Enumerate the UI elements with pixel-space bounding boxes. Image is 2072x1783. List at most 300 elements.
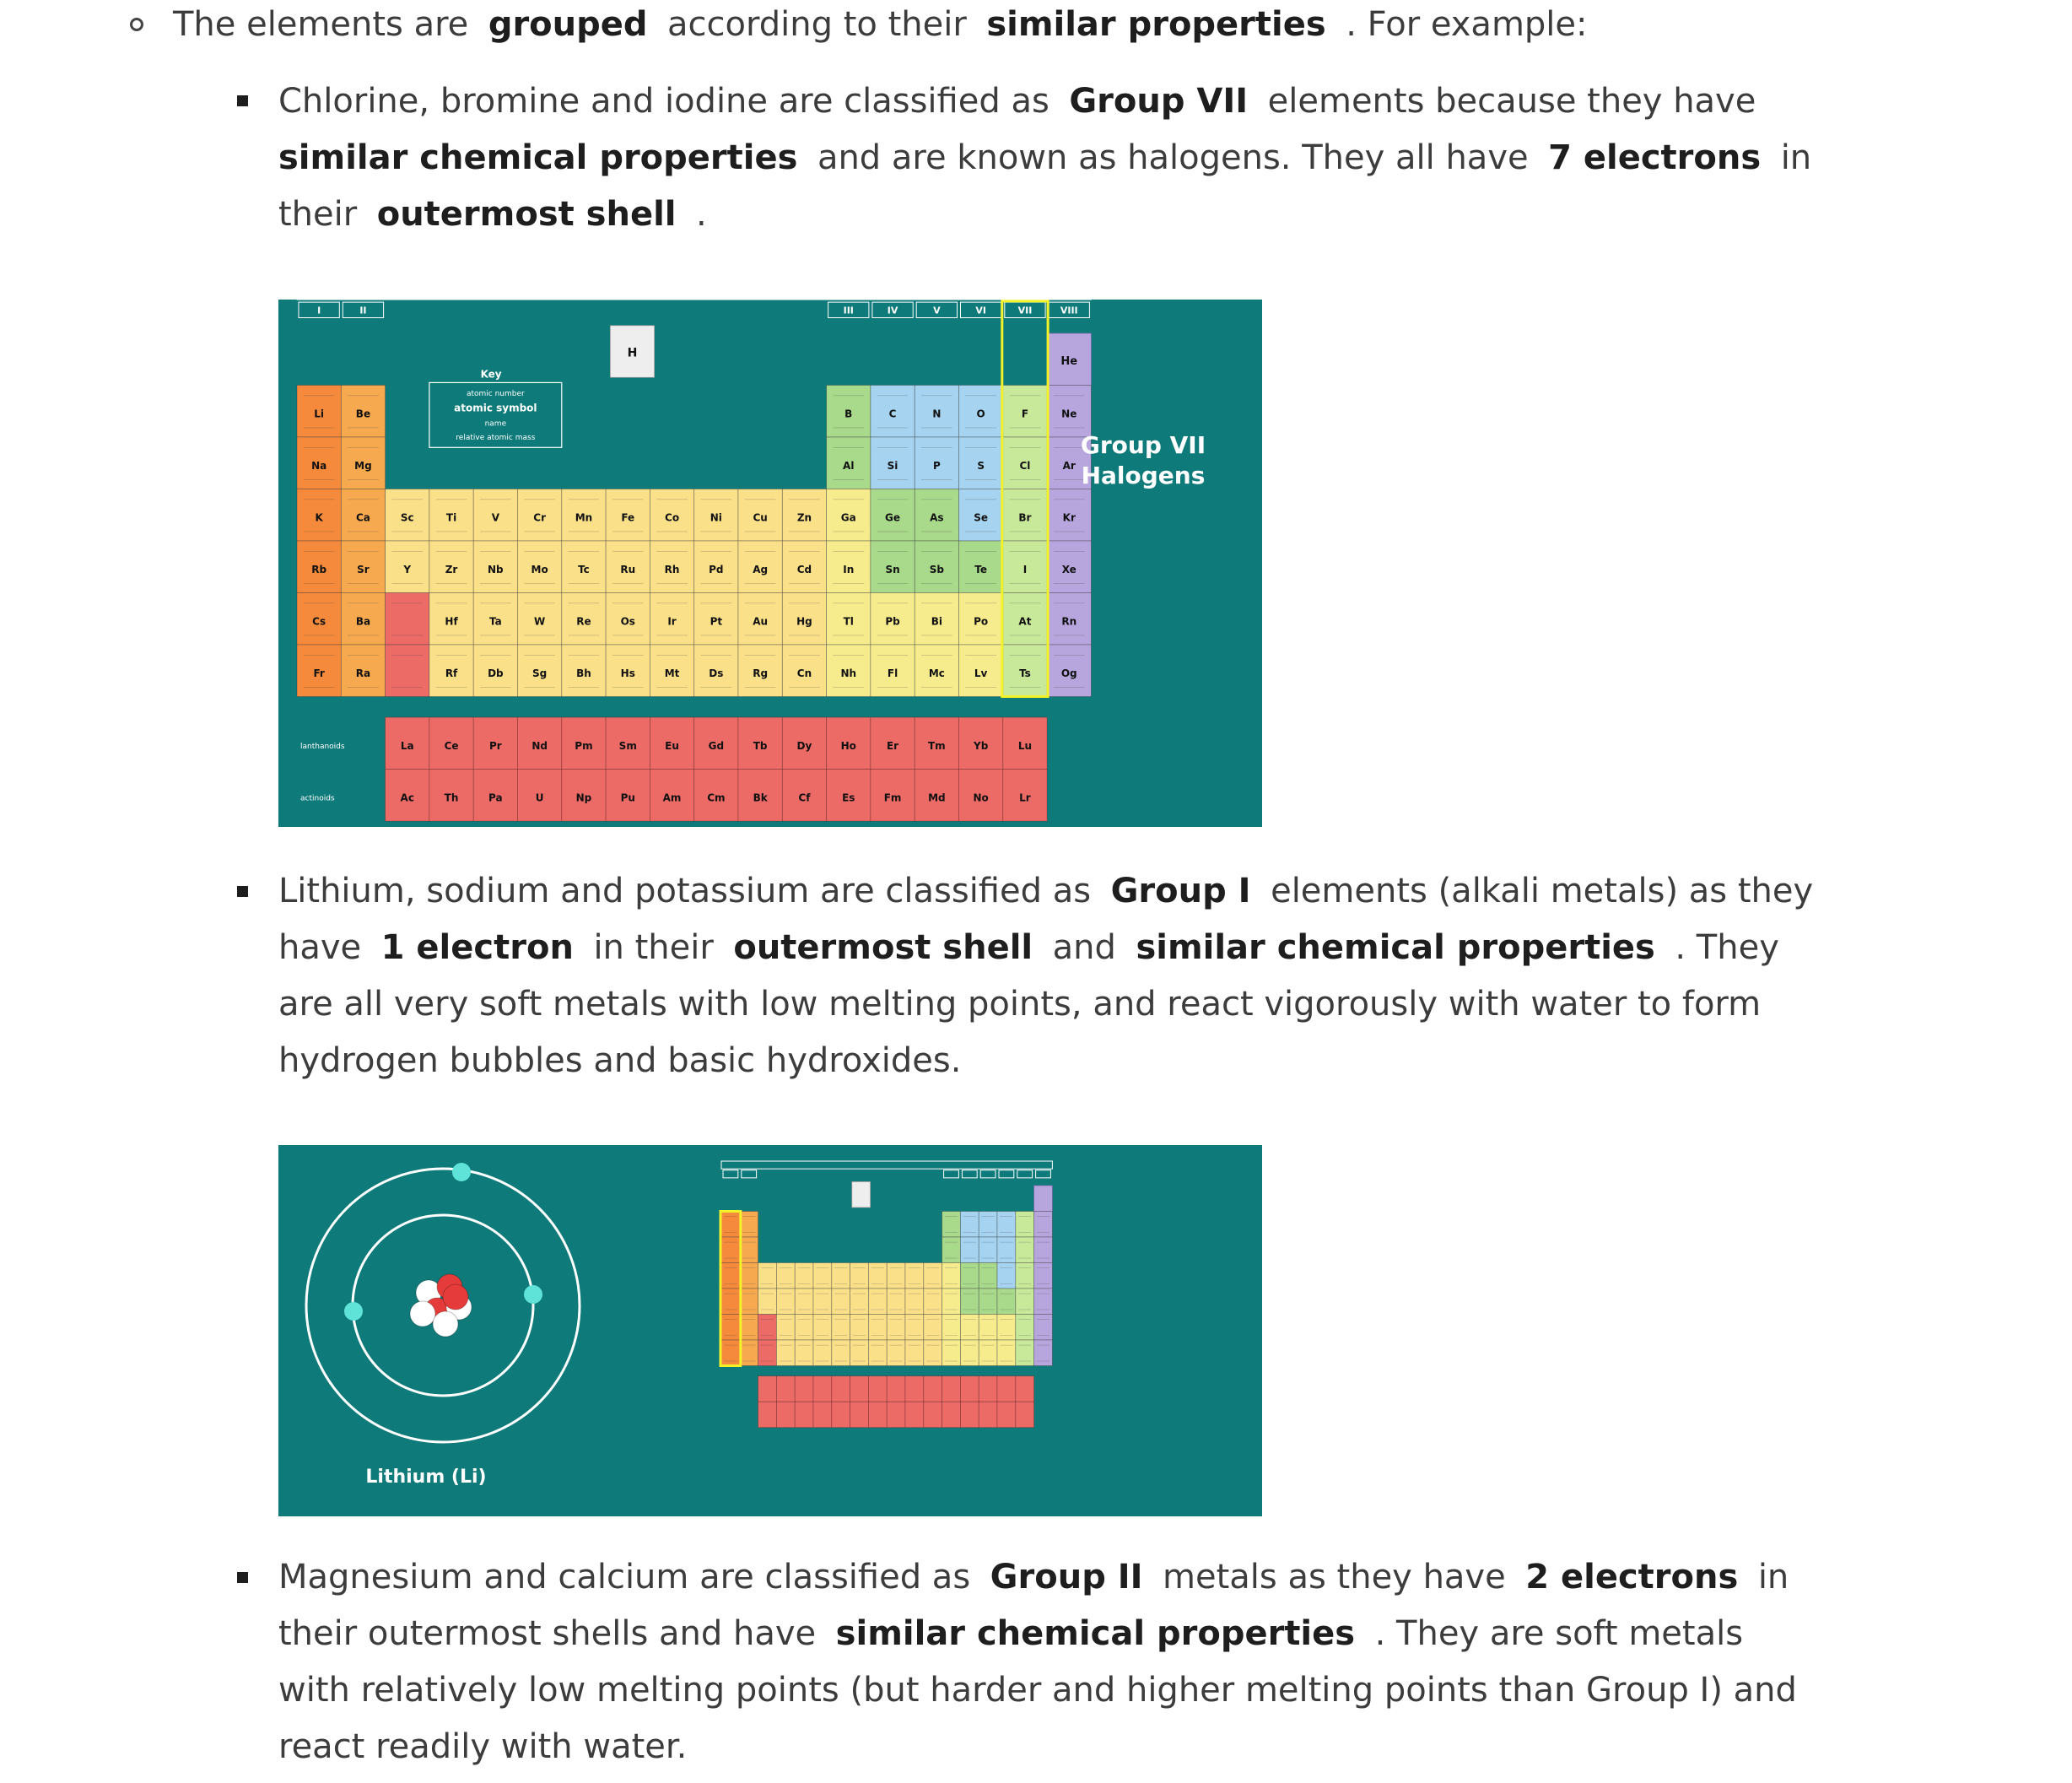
element-symbol: Fr [313, 667, 325, 680]
element-symbol: Ge [885, 511, 901, 524]
element-symbol: W [534, 615, 546, 628]
element-cell [905, 1315, 924, 1341]
element-symbol: S [977, 460, 985, 473]
f-block-cell [887, 1402, 905, 1428]
element-cell [1016, 1212, 1034, 1238]
element-symbol: I [1023, 564, 1028, 576]
element-cell [1034, 1340, 1053, 1366]
element-cell [887, 1315, 905, 1341]
bold-term: 2 electrons [1525, 1558, 1739, 1597]
element-symbol: O [976, 408, 985, 420]
f-block-cell [979, 1402, 997, 1428]
element-cell [1034, 1315, 1053, 1341]
element-symbol: Ga [840, 511, 856, 524]
element-symbol: Co [665, 511, 680, 524]
element-cell [960, 1212, 979, 1238]
text-run: and [1052, 928, 1116, 967]
element-symbol: Bi [931, 615, 942, 628]
element-symbol: At [1018, 615, 1032, 628]
element-symbol: Pr [488, 740, 502, 753]
f-block-cell [868, 1376, 887, 1402]
element-symbol: Md [928, 792, 946, 804]
lithium-atom-figure [278, 1145, 1262, 1516]
element-cell [740, 1340, 758, 1366]
element-cell [924, 1340, 942, 1366]
outer-electron [452, 1163, 471, 1181]
f-block-cell [1016, 1376, 1034, 1402]
element-cell [960, 1263, 979, 1289]
element-cell-helium [1034, 1186, 1053, 1212]
element-symbol: Hg [796, 615, 812, 628]
element-cell [979, 1263, 997, 1289]
element-cell [850, 1289, 869, 1315]
element-symbol: Dy [796, 740, 812, 753]
element-symbol: Ag [753, 564, 769, 576]
element-symbol: Db [488, 667, 504, 680]
f-block-cell [795, 1402, 813, 1428]
element-cell [868, 1289, 887, 1315]
element-symbol: Nd [531, 740, 548, 753]
element-symbol: Bk [753, 792, 768, 804]
bold-term: similar chemical properties [278, 138, 798, 177]
f-block-cell [832, 1376, 850, 1402]
group-number-label: IV [887, 305, 898, 316]
list-bullet-square [237, 1572, 248, 1583]
element-cell [979, 1315, 997, 1341]
element-cell [905, 1263, 924, 1289]
element-cell [721, 1340, 740, 1366]
element-cell [776, 1340, 795, 1366]
element-symbol: Mn [575, 511, 593, 524]
element-cell [960, 1289, 979, 1315]
element-symbol: Al [843, 460, 855, 473]
element-symbol: Ra [355, 667, 371, 680]
element-cell [795, 1340, 813, 1366]
lithium-figure-svg [278, 1145, 1262, 1516]
element-symbol: Cr [533, 511, 547, 524]
element-symbol: Am [662, 792, 682, 804]
element-symbol: Sg [532, 667, 548, 680]
text-run: and are known as halogens. They all have [817, 138, 1529, 177]
element-symbol: Po [974, 615, 989, 628]
bold-term: Group VII [1069, 82, 1249, 121]
element-symbol: Kr [1062, 511, 1076, 524]
element-cell [758, 1315, 777, 1341]
element-symbol: Rb [311, 564, 327, 576]
element-symbol: Ti [445, 511, 457, 524]
element-cell [758, 1289, 777, 1315]
element-cell [1016, 1237, 1034, 1263]
element-symbol: Cs [312, 615, 326, 628]
element-cell [942, 1212, 961, 1238]
list-bullet-square [237, 886, 248, 897]
element-cell-hydrogen [852, 1181, 871, 1208]
text-run: . [696, 195, 707, 234]
element-symbol: Ca [355, 511, 370, 524]
element-cell [997, 1212, 1016, 1238]
element-symbol: Lu [1017, 740, 1033, 753]
element-symbol: Sm [618, 740, 637, 753]
text-run: Lithium, sodium and potassium are classified as [278, 872, 1092, 910]
nucleus-particle [410, 1301, 435, 1326]
element-cell [721, 1237, 740, 1263]
element-cell [924, 1263, 942, 1289]
element-symbol: P [932, 460, 941, 473]
text-run: elements because they have [1267, 82, 1756, 121]
group-number-box [944, 1170, 959, 1178]
element-cell [942, 1237, 961, 1263]
element-cell [740, 1237, 758, 1263]
element-symbol: Cn [796, 667, 812, 680]
element-cell [795, 1315, 813, 1341]
element-cell [740, 1212, 758, 1238]
element-cell [997, 1263, 1016, 1289]
element-symbol: Mg [354, 460, 372, 473]
element-symbol: Zr [445, 564, 458, 576]
figure-caption-group-vii: Group VII [1080, 431, 1206, 459]
element-cell [942, 1315, 961, 1341]
element-symbol: F [1021, 408, 1029, 420]
element-symbol: Re [576, 615, 591, 628]
element-symbol: Th [444, 792, 459, 804]
lithium-atom [306, 1163, 580, 1442]
periodic-table-halogens-figure [278, 289, 1262, 827]
element-symbol: Ni [710, 511, 722, 524]
f-block-cell [942, 1402, 961, 1428]
element-symbol: Rh [664, 564, 680, 576]
group-header-bar [721, 1161, 1052, 1169]
group-number-box [999, 1170, 1014, 1178]
group-number-box [1017, 1170, 1033, 1178]
element-cell [1034, 1289, 1053, 1315]
list-bullet-square [237, 95, 248, 106]
element-symbol: Sn [885, 564, 900, 576]
bold-term: Group I [1110, 872, 1251, 910]
element-symbol: Fl [887, 667, 898, 680]
element-symbol: Sc [400, 511, 414, 524]
element-cell [1034, 1212, 1053, 1238]
intro-paragraph [173, 0, 1776, 53]
f-block-cell [776, 1376, 795, 1402]
element-symbol: Cu [753, 511, 768, 524]
nucleus-particle [443, 1284, 468, 1310]
bold-term: 1 electron [380, 928, 574, 967]
element-symbol: Si [887, 460, 898, 473]
element-symbol: U [535, 792, 544, 804]
f-block-cell [813, 1402, 832, 1428]
element-symbol: Tl [843, 615, 854, 628]
element-symbol: Te [974, 564, 988, 576]
element-symbol: Gd [708, 740, 725, 753]
element-symbol: Au [753, 615, 769, 628]
bullet-paragraph-halogens [278, 73, 1822, 243]
element-cell [740, 1315, 758, 1341]
bold-term: grouped [488, 5, 648, 44]
element-cell [1016, 1340, 1034, 1366]
element-symbol: Hs [620, 667, 635, 680]
text-run: according to their [667, 5, 967, 44]
element-symbol: Se [974, 511, 989, 524]
group-number-label: VIII [1060, 305, 1078, 316]
element-symbol: Mt [664, 667, 680, 680]
text-run: Chlorine, bromine and iodine are classified as [278, 82, 1049, 121]
element-cell [905, 1340, 924, 1366]
element-symbol: Pd [709, 564, 724, 576]
element-symbol: Os [620, 615, 635, 628]
element-cell [868, 1315, 887, 1341]
element-cell [979, 1237, 997, 1263]
lanthanoids-label: lanthanoids [300, 743, 345, 751]
f-block-cell [979, 1376, 997, 1402]
element-symbol: Cl [1019, 460, 1031, 473]
element-symbol: Pu [620, 792, 635, 804]
element-cell [776, 1315, 795, 1341]
element-cell [795, 1263, 813, 1289]
element-symbol: Ds [709, 667, 724, 680]
f-block-cell [997, 1376, 1016, 1402]
bullet-paragraph-group-two [278, 1549, 1822, 1775]
element-symbol: Cf [798, 792, 811, 804]
element-cell [1016, 1289, 1034, 1315]
element-cell [386, 645, 429, 697]
group-number-label: II [359, 305, 367, 316]
element-symbol: Lv [974, 667, 988, 680]
element-symbol: Ac [400, 792, 414, 804]
figure-caption-halogens: Halogens [1081, 462, 1206, 489]
element-cell [386, 593, 429, 646]
element-cell [942, 1340, 961, 1366]
bold-term: outermost shell [376, 195, 677, 234]
text-run: in their [278, 138, 1812, 234]
element-symbol: Na [311, 460, 327, 473]
bold-term: similar properties [986, 5, 1326, 44]
element-cell [979, 1340, 997, 1366]
text-run: . They are all very soft metals with low melting points, and react vigorously with water to form hydrogen bubbles and basic hydroxides. [278, 928, 1779, 1080]
element-symbol: Lr [1019, 792, 1031, 804]
group-number-label: V [933, 305, 941, 316]
element-symbol: Mo [531, 564, 548, 576]
text-run: Magnesium and calcium are classified as [278, 1558, 971, 1597]
element-cell [924, 1315, 942, 1341]
element-cell [740, 1289, 758, 1315]
element-symbol: Nh [840, 667, 857, 680]
element-cell [813, 1263, 832, 1289]
element-symbol: Ar [1062, 460, 1076, 473]
element-symbol: Ta [488, 615, 502, 628]
element-cell [887, 1340, 905, 1366]
element-cell [776, 1289, 795, 1315]
element-symbol: Pa [488, 792, 503, 804]
element-symbol: Fe [621, 511, 635, 524]
actinoids-label: actinoids [300, 794, 335, 803]
element-cell [1034, 1237, 1053, 1263]
element-symbol: Tb [753, 740, 768, 753]
text-run: . For example: [1346, 5, 1588, 44]
element-cell [795, 1289, 813, 1315]
f-block-cell [887, 1376, 905, 1402]
group-number-box [723, 1170, 738, 1178]
element-symbol: K [315, 511, 323, 524]
element-symbol: Br [1018, 511, 1032, 524]
element-symbol: C [888, 408, 897, 420]
element-cell [813, 1289, 832, 1315]
bold-term: similar chemical properties [1136, 928, 1655, 967]
group-number-label: VI [975, 305, 986, 316]
element-symbol: Ho [840, 740, 856, 753]
element-cell [740, 1263, 758, 1289]
inner-electron [524, 1285, 542, 1304]
f-block-cell [942, 1376, 961, 1402]
key-line: name [484, 419, 507, 429]
element-symbol: Nb [488, 564, 504, 576]
element-symbol: Cm [707, 792, 726, 804]
f-block-cell [776, 1402, 795, 1428]
element-symbol: No [973, 792, 989, 804]
element-cell [832, 1340, 850, 1366]
group-number-label: VII [1017, 305, 1033, 316]
element-symbol: Eu [665, 740, 679, 753]
group-number-box [980, 1170, 996, 1178]
element-symbol: Rf [445, 667, 458, 680]
element-cell [832, 1315, 850, 1341]
element-symbol: B [844, 408, 853, 420]
f-block-cell [850, 1402, 869, 1428]
key-line: relative atomic mass [456, 434, 536, 443]
element-cell [868, 1263, 887, 1289]
element-symbol: Pt [710, 615, 723, 628]
f-block-cell [924, 1376, 942, 1402]
f-block-cell [905, 1376, 924, 1402]
element-symbol: He [1060, 354, 1078, 368]
element-symbol: Bh [576, 667, 591, 680]
text-run: The elements are [173, 5, 469, 44]
text-run: metals as they have [1163, 1558, 1506, 1597]
bold-term: 7 electrons [1548, 138, 1762, 177]
element-symbol: V [491, 511, 499, 524]
list-bullet-circle [130, 18, 143, 31]
element-symbol: Ts [1019, 667, 1031, 680]
element-cell [721, 1212, 740, 1238]
element-symbol: Mc [928, 667, 945, 680]
element-cell [997, 1237, 1016, 1263]
element-symbol: Pm [575, 740, 593, 753]
element-symbol: Cd [796, 564, 812, 576]
group-number-box [962, 1170, 977, 1178]
group-number-box [742, 1170, 757, 1178]
element-symbol: La [400, 740, 414, 753]
element-cell [997, 1340, 1016, 1366]
inner-electron [344, 1302, 363, 1321]
f-block-cell [905, 1402, 924, 1428]
bullet-paragraph-alkali-metals [278, 863, 1822, 1089]
bold-term: outermost shell [733, 928, 1033, 967]
element-cell [960, 1340, 979, 1366]
element-cell [721, 1263, 740, 1289]
element-cell [832, 1289, 850, 1315]
nucleus-particle [433, 1311, 458, 1337]
element-cell [942, 1263, 961, 1289]
periodic-table-svg [278, 289, 1262, 827]
element-cell [832, 1263, 850, 1289]
element-symbol: Tc [578, 564, 590, 576]
element-symbol: Tm [927, 740, 946, 753]
element-symbol: Ir [667, 615, 677, 628]
element-cell [721, 1289, 740, 1315]
element-symbol: Y [403, 564, 412, 576]
element-cell [721, 1315, 740, 1341]
element-symbol: Xe [1061, 564, 1076, 576]
element-cell [813, 1340, 832, 1366]
bold-term: similar chemical properties [835, 1614, 1356, 1653]
element-symbol: Og [1060, 667, 1077, 680]
element-cell [997, 1289, 1016, 1315]
text-run: in their [593, 928, 714, 967]
text-run: in their outermost shells and have [278, 1558, 1789, 1653]
element-cell [813, 1315, 832, 1341]
group-header-label: Group [681, 289, 707, 299]
element-cell [1016, 1263, 1034, 1289]
group-number-label: I [317, 305, 321, 316]
element-cell [850, 1315, 869, 1341]
element-cell [887, 1263, 905, 1289]
element-symbol: Ru [620, 564, 636, 576]
element-cell [868, 1340, 887, 1366]
element-symbol: As [930, 511, 944, 524]
text-run: elements (alkali metals) as they have [278, 872, 1814, 967]
element-cell [1034, 1263, 1053, 1289]
element-cell [960, 1237, 979, 1263]
f-block-cell [924, 1402, 942, 1428]
group-number-label: III [843, 305, 854, 316]
element-symbol: Rg [753, 667, 769, 680]
element-cell [905, 1289, 924, 1315]
element-cell [850, 1340, 869, 1366]
group-number-box [1036, 1170, 1051, 1178]
f-block-cell [850, 1376, 869, 1402]
element-symbol: Sr [357, 564, 370, 576]
f-block-cell [960, 1376, 979, 1402]
element-cell [758, 1340, 777, 1366]
element-symbol: Zn [796, 511, 812, 524]
f-block-cell [813, 1376, 832, 1402]
text-run: . They are soft metals with relatively low melting points (but harder and higher melting points than Group I) and react readily with water. [278, 1614, 1797, 1766]
element-symbol: In [843, 564, 855, 576]
element-cell [887, 1289, 905, 1315]
element-symbol: Yb [974, 740, 989, 753]
element-symbol: Be [355, 408, 371, 420]
element-symbol: Es [842, 792, 855, 804]
element-symbol: Er [886, 740, 899, 753]
element-cell [758, 1263, 777, 1289]
element-cell [979, 1212, 997, 1238]
key-line: atomic number [466, 389, 525, 398]
element-symbol: Li [314, 408, 325, 420]
element-cell [924, 1289, 942, 1315]
element-symbol: Rn [1061, 615, 1077, 628]
element-cell [979, 1289, 997, 1315]
periodic-table [720, 1161, 1052, 1428]
periodic-table [297, 284, 1091, 822]
element-symbol: Pb [885, 615, 900, 628]
element-symbol: Ce [444, 740, 459, 753]
element-cell [960, 1315, 979, 1341]
f-block-cell [997, 1402, 1016, 1428]
element-symbol: Sb [929, 564, 944, 576]
f-block-cell [832, 1402, 850, 1428]
element-symbol-hydrogen: H [627, 346, 638, 360]
key-line: atomic symbol [454, 402, 537, 414]
f-block-cell [868, 1402, 887, 1428]
